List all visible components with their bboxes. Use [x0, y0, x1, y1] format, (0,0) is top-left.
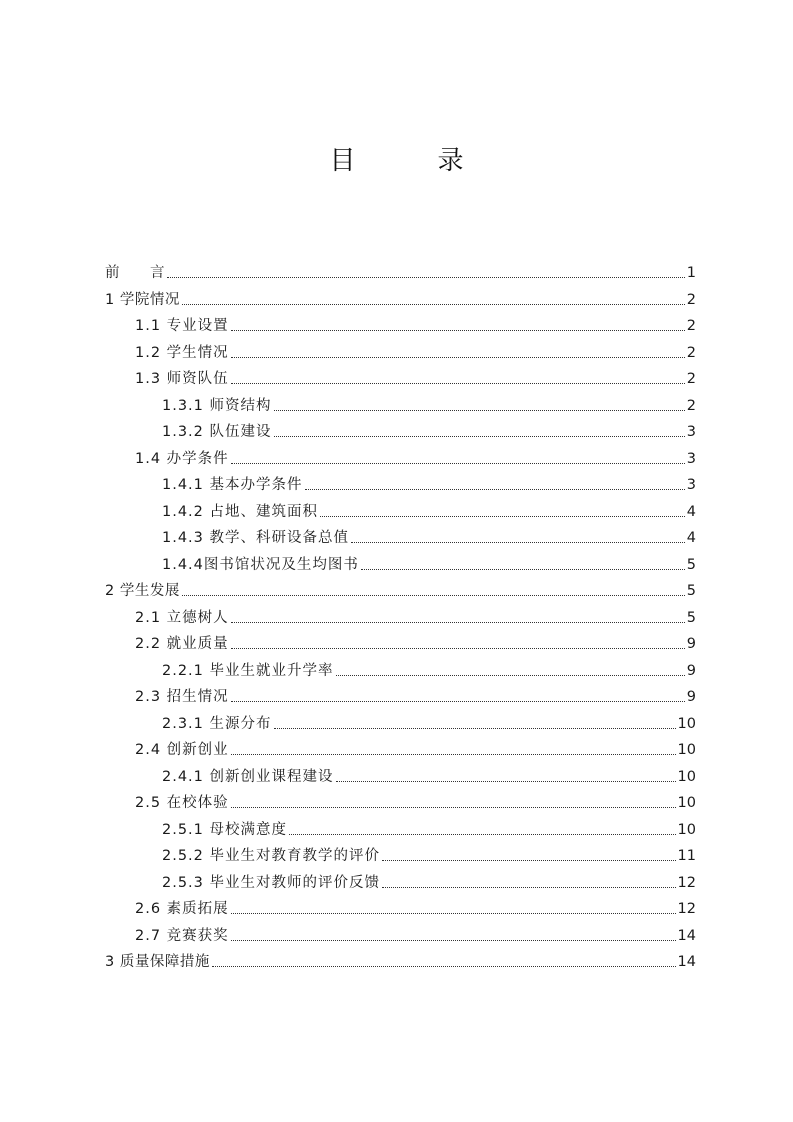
toc-page-number: 3: [686, 424, 696, 440]
toc-entry[interactable]: [162, 391, 696, 415]
toc-entry[interactable]: [162, 762, 696, 786]
toc-dot-leader: [305, 489, 685, 490]
toc-entry[interactable]: [135, 921, 696, 945]
toc-dot-leader: [231, 648, 685, 649]
toc-dot-leader: [167, 277, 685, 278]
toc-dot-leader: [231, 383, 685, 384]
toc-entry[interactable]: [105, 947, 696, 971]
toc-dot-leader: [231, 913, 676, 914]
toc-page-number: 5: [686, 609, 696, 626]
toc-entry[interactable]: [162, 550, 696, 574]
toc-dot-leader: [231, 357, 685, 358]
toc-dot-leader: [382, 860, 676, 861]
toc-entry[interactable]: [162, 656, 696, 680]
toc-entry-label: 1.1 专业设置: [135, 318, 229, 334]
toc-entry-label: 2.1 立德树人: [135, 609, 229, 626]
toc-page-number: 3: [686, 477, 696, 493]
toc-entry[interactable]: [135, 894, 696, 918]
toc-entry[interactable]: [162, 417, 696, 441]
toc-entry-label: 1.4.1 基本办学条件: [162, 477, 303, 493]
toc-entry-label: 1 学院情况: [105, 291, 180, 308]
toc-dot-leader: [231, 330, 685, 331]
toc-entry-label: 1.3.1 师资结构: [162, 397, 272, 414]
toc-dot-leader: [182, 595, 685, 596]
toc-dot-leader: [361, 569, 685, 570]
toc-entry[interactable]: [135, 364, 696, 388]
toc-entry-label: 2.5.2 毕业生对教育教学的评价: [162, 848, 381, 864]
toc-page-number: 10: [677, 821, 696, 838]
toc-page-number: 2: [686, 371, 696, 387]
toc-entry-label: 2.3.1 生源分布: [162, 715, 272, 732]
toc-page-number: 9: [686, 636, 696, 652]
toc-dot-leader: [351, 542, 685, 543]
toc-entry[interactable]: [105, 285, 696, 309]
toc-page-number: 2: [686, 344, 696, 361]
toc-entry-label: 2.2 就业质量: [135, 636, 229, 652]
toc-dot-leader: [274, 728, 676, 729]
toc-page-number: 14: [677, 954, 696, 970]
toc-entry-label: 2.4 创新创业: [135, 742, 229, 758]
toc-page-number: 1: [686, 265, 696, 281]
toc-page-number: 12: [677, 901, 696, 917]
toc-entry[interactable]: [135, 682, 696, 706]
toc-page-number: 9: [686, 662, 696, 679]
toc-entry[interactable]: [162, 709, 696, 733]
toc-title: 目 录: [329, 146, 492, 176]
toc-page-number: 5: [686, 556, 696, 573]
toc-dot-leader: [382, 887, 676, 888]
toc-entry-label: 1.2 学生情况: [135, 344, 229, 361]
toc-dot-leader: [231, 701, 685, 702]
toc-dot-leader: [231, 807, 676, 808]
toc-entry[interactable]: [162, 841, 696, 865]
toc-entry-label: 1.3.2 队伍建设: [162, 424, 272, 440]
toc-page-number: 10: [677, 795, 696, 811]
toc-page-number: 14: [677, 927, 696, 944]
toc-entry-label: 前 言: [105, 265, 165, 281]
toc-entry-label: 1.4 办学条件: [135, 450, 229, 467]
toc-entry-label: 1.4.4图书馆状况及生均图书: [162, 556, 359, 573]
toc-entry[interactable]: [135, 735, 696, 759]
toc-dot-leader: [212, 966, 676, 967]
toc-entry[interactable]: [105, 258, 696, 282]
toc-entry[interactable]: [162, 497, 696, 521]
toc-page-number: 3: [686, 450, 696, 467]
toc-entry[interactable]: [162, 523, 696, 547]
toc-page-number: 10: [677, 742, 696, 758]
toc-page-number: 12: [677, 874, 696, 891]
toc-entry-label: 2.5 在校体验: [135, 795, 229, 811]
toc-dot-leader: [289, 834, 676, 835]
toc-entry-label: 2.2.1 毕业生就业升学率: [162, 662, 334, 679]
toc-page-number: 10: [677, 715, 696, 732]
toc-entry[interactable]: [135, 444, 696, 468]
toc-entry-label: 2.7 竞赛获奖: [135, 927, 229, 944]
toc-page-number: 2: [686, 318, 696, 334]
toc-page-number: 4: [686, 530, 696, 546]
toc-entry[interactable]: [162, 470, 696, 494]
toc-page-number: 5: [686, 583, 696, 599]
toc-dot-leader: [231, 940, 676, 941]
toc-page-number: 10: [677, 768, 696, 785]
toc-dot-leader: [336, 781, 676, 782]
toc-entry[interactable]: [135, 788, 696, 812]
toc-page-number: 4: [686, 503, 696, 520]
toc-page-number: 9: [686, 689, 696, 705]
toc-page-number: 2: [686, 291, 696, 308]
toc-page-number: 2: [686, 397, 696, 414]
toc-dot-leader: [231, 622, 685, 623]
toc-dot-leader: [182, 304, 685, 305]
toc-entry[interactable]: [135, 338, 696, 362]
toc-entry-label: 2 学生发展: [105, 583, 180, 599]
toc-dot-leader: [231, 463, 685, 464]
toc-entry-label: 1.3 师资队伍: [135, 371, 229, 387]
toc-entry-label: 2.5.1 母校满意度: [162, 821, 288, 838]
toc-entry[interactable]: [135, 311, 696, 335]
toc-dot-leader: [274, 410, 685, 411]
toc-dot-leader: [231, 754, 676, 755]
toc-entry-label: 2.3 招生情况: [135, 689, 229, 705]
toc-entry-label: 2.4.1 创新创业课程建设: [162, 768, 334, 785]
toc-page-number: 11: [677, 848, 696, 864]
toc-entry-label: 2.5.3 毕业生对教师的评价反馈: [162, 874, 381, 891]
toc-entry[interactable]: [105, 576, 696, 600]
toc-entry-label: 2.6 素质拓展: [135, 901, 229, 917]
toc-entry[interactable]: [135, 629, 696, 653]
toc-entry[interactable]: [162, 868, 696, 892]
toc-entry-label: 3 质量保障措施: [105, 954, 210, 970]
toc-dot-leader: [274, 436, 685, 437]
toc-entry[interactable]: [162, 815, 696, 839]
toc-dot-leader: [336, 675, 685, 676]
toc-dot-leader: [320, 516, 685, 517]
toc-entry-label: 1.4.3 教学、科研设备总值: [162, 530, 350, 546]
toc-entry[interactable]: [135, 603, 696, 627]
toc-entry-label: 1.4.2 占地、建筑面积: [162, 503, 319, 520]
